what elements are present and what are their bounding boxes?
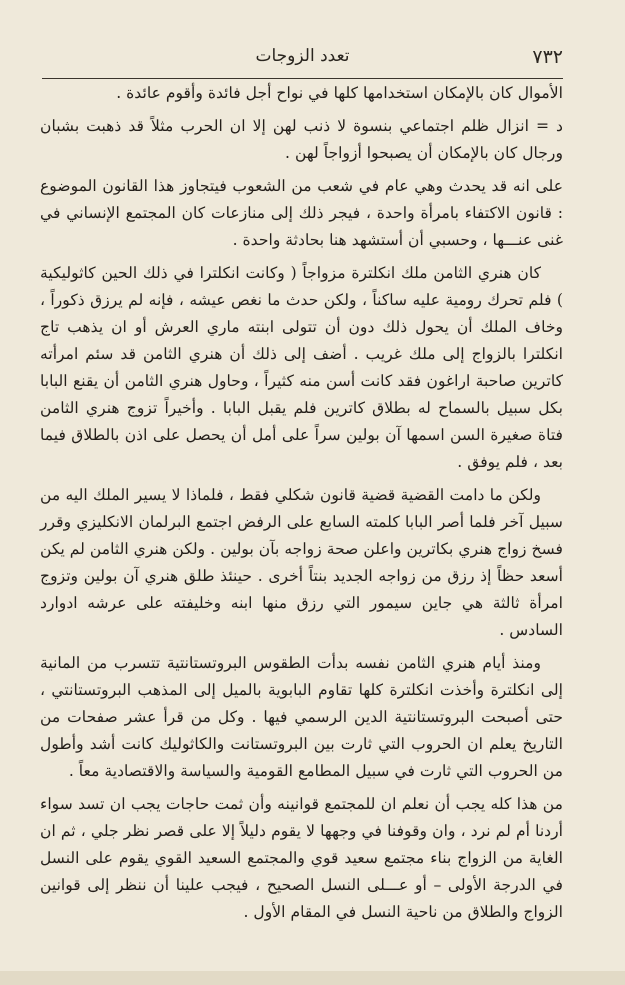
paragraph-4: كان هنري الثامن ملك انكلترة مزواجاً ( وكانت انكلترا في ذلك الحين كاثوليكية ) فلم تحرك رومية عليه ساكناً ، ولكن حدث ما نغص عيشه ، فإنه لم يرزق ذكوراً ، وخاف الملك أن يحول ذلك دون أن تتولى ابنته ماري العرش أو ان يذهب تاج انكلترا بالزواج إلى ملك غريب . أضف إلى ذلك أن هنري الثامن قد سئم امرأته كاترين صاحبة اراغون فقد كانت أسن منه كثيراً ، وحاول هنري الثامن أن يقنع البابا بكل سبيل بالسماح له بطلاق كاترين فلم يقبل البابا . وأخيراً تزوج هنري الثامن فتاة صغيرة السن اسمها آن بولين سراً على أمل أن يحصل على اذن بالطلاق فيما بعد ، فلم يوفق . <box>40 264 563 471</box>
paragraph-5: ولكن ما دامت القضية قضية قانون شكلي فقط ، فلماذا لا يسير الملك اليه من سبيل آخر فلما أصر البابا كلمته السابع على الرفض اجتمع البرلمان الانكليزي وقرر فسخ زواج هنري بكاترين واعلن صحة زواجه بآن بولين . ولكن هنري الثامن لم يكن أسعد حظاً إذ رزق من زواجه الجديد بنتاً أخرى . حينئذ طلق هنري آن بولين وتزوج امرأة ثالثة هي جاين سيمور التي رزق منها ابنه وخليفته على عرشه ادوارد السادس . <box>40 486 563 639</box>
running-title: تعدد الزوجات <box>255 46 350 66</box>
paragraph-7: من هذا كله يجب أن نعلم ان للمجتمع قوانينه وأن ثمت حاجات يجب ان تسد سواء أردنا أم لم نرد ، وان وقوفنا في وجهها لا يقوم دليلاً إلا على قصر نظر جلي ، ثم ان الغاية من الزواج بناء مجتمع سعيد قوي والمجتمع السعيد القوي يقوم على النسل في الدرجة الأولى – أو عـــلى النسل الصحيح ، فيجب علينا أن ننظر إلى قوانين الزواج والطلاق من ناحية النسل في المقام الأول . <box>40 795 563 921</box>
page-header <box>42 40 563 70</box>
paragraph-3: على انه قد يحدث وهي عام في شعب من الشعوب فيتجاوز هذا القانون الموضوع : قانون الاكتفاء بامرأة واحدة ، فيجر ذلك إلى منازعات كان المجتمع الإنساني في غنى عنـــها ، وحسبي أن أستشهد هنا بحادثة واحدة . <box>40 177 563 249</box>
page-body <box>40 80 563 932</box>
paragraph-2: د = انزال ظلم اجتماعي بنسوة لا ذنب لهن إلا ان الحرب مثلاً قد ذهبت بشبان ورجال كان بالإمكان أن يصبحوا أزواجاً لهن . <box>40 117 563 162</box>
paragraph-6: ومنذ أيام هنري الثامن نفسه بدأت الطقوس البروتستانتية تتسرب من المانية إلى انكلترة وأخذت انكلترة كلها تقاوم البابوية بالميل إلى المذهب البروتستانتي ، حتى أصبحت البروتستانتية الدين الرسمي فيها . وكل من قرأ عشر صفحات من التاريخ يعلم ان الحروب التي ثارت بين البروتستانت والكاثوليك كانت أشد وأطول من الحروب التي ثارت في سبيل المطامع القومية والسياسة والاقتصادية معاً . <box>40 654 563 780</box>
header-rule <box>42 78 563 79</box>
page-number: ٧٣٢ <box>532 46 563 68</box>
paragraph-1: الأموال كان بالإمكان استخدامها كلها في نواح أجل فائدة وأقوم عائدة . <box>116 84 563 102</box>
